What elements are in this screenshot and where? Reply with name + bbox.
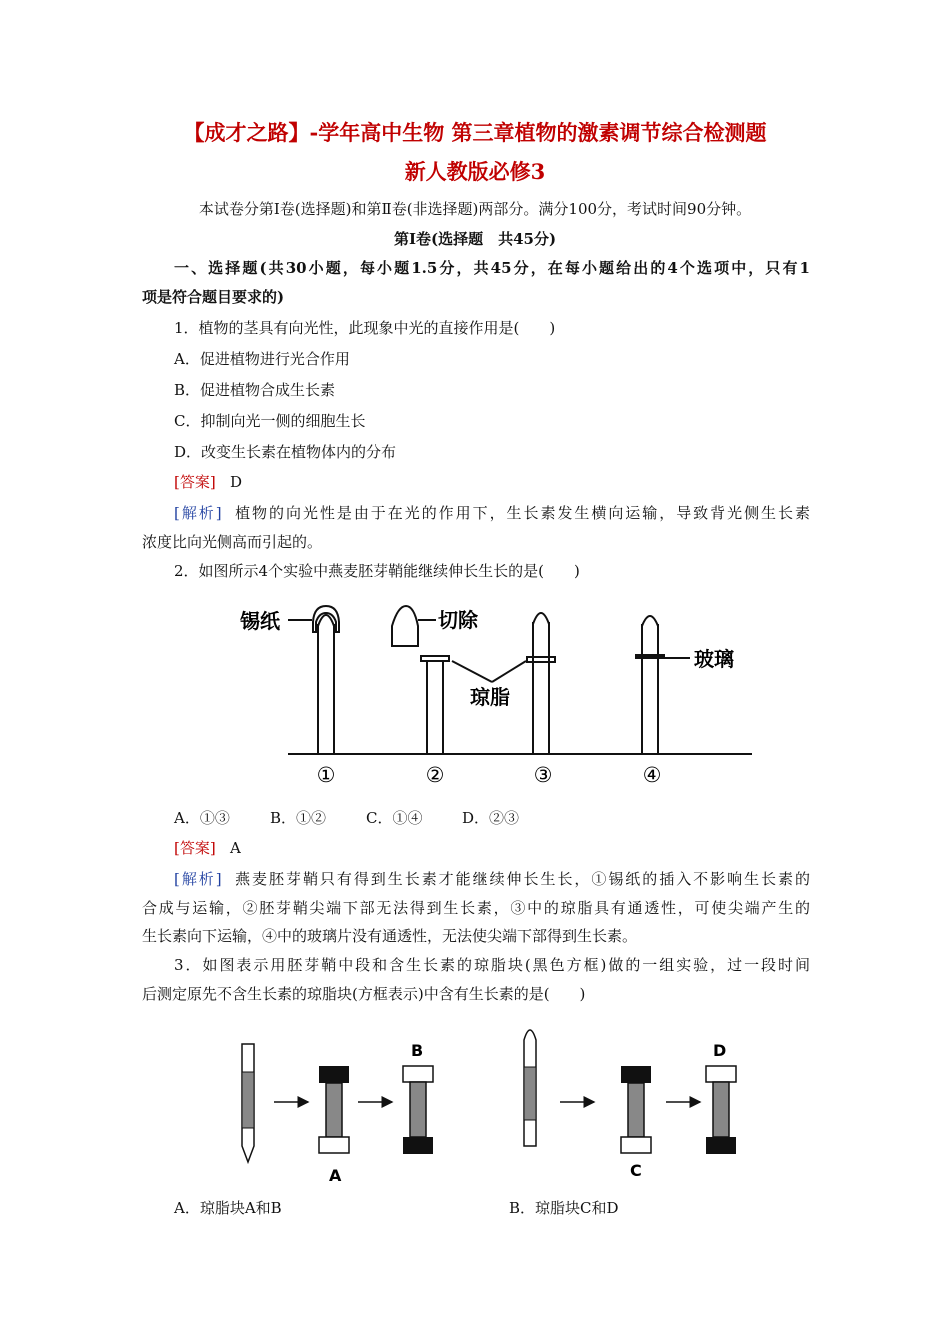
question-2-figure — [230, 598, 760, 798]
figure-label-cut: 切除 — [438, 608, 478, 632]
question-2-options — [174, 808, 810, 828]
question-2-option-a: A．①③ — [174, 809, 230, 827]
figure-label-d: D — [713, 1041, 727, 1060]
question-3-figure — [230, 1022, 750, 1187]
figure-number-1: ① — [316, 763, 336, 787]
figure-label-agar: 琼脂 — [470, 685, 510, 709]
question-3-options — [174, 1198, 810, 1218]
question-1-analysis-cont: 浓度比向光侧高而引起的。 — [142, 533, 323, 551]
question-2-analysis-cont: 合成与运输，②胚芽鞘尖端下部无法得到生长素，③中的琼脂具有通透性，可使尖端产生的 — [142, 899, 810, 917]
question-3-option-b: B．琼脂块C和D — [509, 1199, 619, 1217]
answer-tag: [答案] — [174, 839, 216, 857]
answer-tag: [答案] — [174, 473, 216, 491]
answer-value: A — [230, 839, 241, 857]
section-heading: 第Ⅰ卷(选择题 共45分) — [393, 230, 557, 248]
question-1-option-b: B．促进植物合成生长素 — [174, 381, 336, 399]
figure-label-b: B — [411, 1041, 424, 1060]
glass-plate — [635, 654, 665, 659]
document-title: 【成才之路】-学年高中生物 第三章植物的激素调节综合检测题 — [183, 120, 767, 145]
question-3-option-a: A．琼脂块A和B — [174, 1199, 282, 1217]
question-2-stem: 2．如图所示4个实验中燕麦胚芽鞘能继续伸长生长的是( ) — [174, 562, 580, 580]
question-2-option-d: D．②③ — [462, 809, 520, 827]
analysis-text: 燕麦胚芽鞘只有得到生长素才能继续伸长生长，①锡纸的插入不影响生长素的 — [235, 870, 810, 888]
question-2-analysis — [174, 869, 810, 889]
question-1-answer — [174, 472, 810, 492]
question-2-option-b: B．①② — [270, 809, 327, 827]
exam-intro: 本试卷分第Ⅰ卷(选择题)和第Ⅱ卷(非选择题)两部分。满分100分，考试时间90分钟。 — [198, 200, 752, 218]
question-2-answer — [174, 838, 810, 858]
question-1-option-a: A．促进植物进行光合作用 — [174, 350, 350, 368]
figure-label-tinfoil: 锡纸 — [240, 609, 280, 633]
question-1-analysis — [174, 503, 810, 523]
analysis-text: 植物的向光性是由于在光的作用下，生长素发生横向运输，导致背光侧生长素 — [235, 504, 810, 522]
question-1-stem: 1．植物的茎具有向光性，此现象中光的直接作用是( ) — [174, 319, 556, 337]
answer-value: D — [230, 473, 243, 491]
document-subtitle: 新人教版必修3 — [404, 159, 546, 184]
figure-number-2: ② — [425, 763, 445, 787]
figure-number-4: ④ — [642, 763, 662, 787]
section-instructions-cont: 项是符合题目要求的) — [142, 288, 285, 306]
analysis-tag: [解析] — [174, 870, 222, 888]
question-3-stem-cont: 后测定原先不含生长素的琼脂块(方框表示)中含有生长素的是( ) — [142, 985, 586, 1003]
figure-label-c: C — [630, 1161, 642, 1180]
question-1-option-d: D．改变生长素在植物体内的分布 — [174, 443, 397, 461]
figure-label-glass: 玻璃 — [694, 647, 734, 671]
analysis-tag: [解析] — [174, 504, 222, 522]
question-2-option-c: C．①④ — [366, 809, 423, 827]
question-3-stem: 3．如图表示用胚芽鞘中段和含生长素的琼脂块(黑色方框)做的一组实验，过一段时间 — [174, 956, 810, 974]
figure-label-a: A — [329, 1166, 342, 1185]
question-1-option-c: C．抑制向光一侧的细胞生长 — [174, 412, 366, 430]
section-instructions: 一、选择题(共30小题，每小题1.5分，共45分，在每小题给出的4个选项中，只有1 — [174, 259, 810, 277]
figure-number-3: ③ — [533, 763, 553, 787]
question-2-analysis-cont2: 生长素向下运输，④中的玻璃片没有通透性，无法使尖端下部得到生长素。 — [142, 927, 638, 945]
